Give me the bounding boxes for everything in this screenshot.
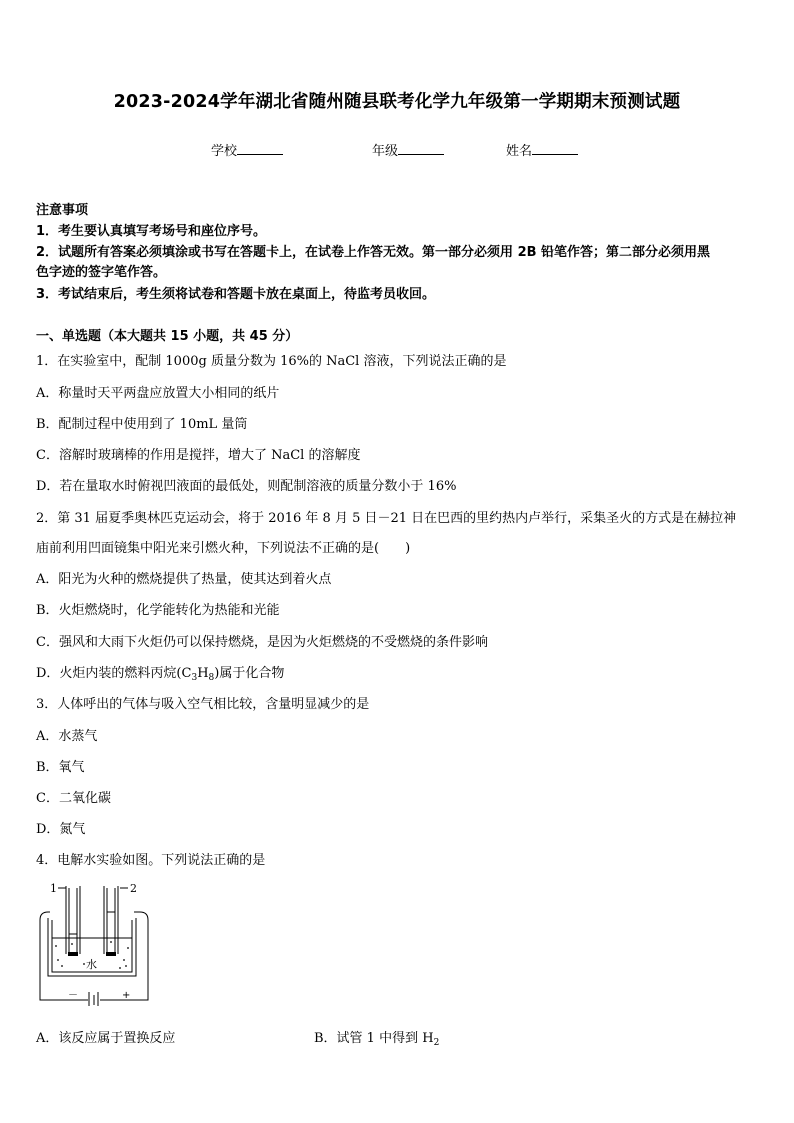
option-text: B．试管 1 中得到 H bbox=[314, 1031, 434, 1046]
tube-label-1: 1 bbox=[50, 882, 57, 895]
wire-left bbox=[40, 920, 88, 1000]
section-heading: 一、单选题（本大题共 15 小题，共 45 分） bbox=[36, 329, 299, 344]
page-title: 2023-2024学年湖北省随州随县联考化学九年级第一学期期末预测试题 bbox=[113, 92, 681, 112]
test-tube-2 bbox=[104, 886, 118, 954]
name-label: 姓名 bbox=[506, 144, 533, 159]
subscript: 8 bbox=[208, 673, 215, 683]
electrode-1 bbox=[68, 952, 78, 956]
answer-option[interactable]: A．该反应属于置换反应 bbox=[36, 1031, 176, 1046]
answer-option[interactable]: D．若在量取水时俯视凹液面的最低处，则配制溶液的质量分数小于 16% bbox=[36, 479, 457, 494]
note-item: 3．考试结束后，考生须将试卷和答题卡放在桌面上，待监考员收回。 bbox=[36, 287, 436, 302]
school-field[interactable] bbox=[211, 140, 283, 159]
test-tube-1-inner bbox=[69, 888, 77, 952]
negative-terminal: － bbox=[68, 990, 78, 1001]
note-item: 2．试题所有答案必须填涂或书写在答题卡上，在试卷上作答无效。第一部分必须用 2B 铅笔作答；第二部分必须用黑 bbox=[36, 245, 711, 260]
name-field[interactable] bbox=[506, 140, 578, 159]
question-stem: 4．电解水实验如图。下列说法正确的是 bbox=[36, 853, 266, 868]
option-text: D．火炬内装的燃料丙烷(C bbox=[36, 666, 192, 681]
answer-option[interactable]: B．火炬燃烧时，化学能转化为热能和光能 bbox=[36, 603, 280, 618]
positive-terminal: + bbox=[122, 990, 131, 1001]
school-label: 学校 bbox=[211, 144, 238, 159]
option-text: )属于化合物 bbox=[214, 666, 285, 681]
question-stem: 1．在实验室中，配制 1000g 质量分数为 16%的 NaCl 溶液，下列说法正确的是 bbox=[36, 354, 507, 369]
name-blank[interactable] bbox=[532, 142, 578, 155]
electrolysis-figure bbox=[36, 876, 156, 1006]
answer-option[interactable]: A．称量时天平两盘应放置大小相同的纸片 bbox=[36, 386, 280, 401]
note-item: 色字迹的签字笔作答。 bbox=[36, 265, 167, 280]
water-label: 水 bbox=[86, 958, 97, 971]
grade-label: 年级 bbox=[372, 144, 399, 159]
grade-blank[interactable] bbox=[398, 142, 444, 155]
answer-option[interactable]: D．氮气 bbox=[36, 822, 86, 837]
answer-option[interactable]: B．氧气 bbox=[36, 760, 85, 775]
subscript: 3 bbox=[191, 673, 198, 683]
answer-option[interactable]: C．溶解时玻璃棒的作用是搅拌，增大了 NaCl 的溶解度 bbox=[36, 448, 361, 463]
question-stem: 2．第 31 届夏季奥林匹克运动会，将于 2016 年 8 月 5 日－21 日在巴西的里约热内卢举行，采集圣火的方式是在赫拉神 bbox=[36, 511, 737, 526]
test-tube-1 bbox=[66, 886, 80, 954]
option-text: H bbox=[197, 666, 209, 681]
electrode-2 bbox=[106, 952, 116, 956]
question-stem: 3．人体呼出的气体与吸入空气相比较，含量明显减少的是 bbox=[36, 697, 370, 712]
note-item: 1．考生要认真填写考场号和座位序号。 bbox=[36, 224, 267, 239]
answer-option[interactable] bbox=[314, 1031, 439, 1051]
answer-option[interactable] bbox=[36, 666, 284, 686]
answer-option[interactable]: C．二氧化碳 bbox=[36, 791, 111, 806]
school-blank[interactable] bbox=[237, 142, 283, 155]
subscript: 2 bbox=[433, 1038, 440, 1048]
answer-option[interactable]: A．水蒸气 bbox=[36, 729, 98, 744]
answer-option[interactable]: C．强风和大雨下火炬仍可以保持燃烧，是因为火炬燃烧的不受燃烧的条件影响 bbox=[36, 635, 488, 650]
answer-option[interactable]: A．阳光为火种的燃烧提供了热量，使其达到着火点 bbox=[36, 572, 332, 587]
tube-label-2: 2 bbox=[130, 882, 137, 895]
answer-option[interactable]: B．配制过程中使用到了 10mL 量筒 bbox=[36, 417, 248, 432]
question-stem: 庙前利用凹面镜集中阳光来引燃火种，下列说法不正确的是( ) bbox=[36, 541, 411, 556]
grade-field[interactable] bbox=[372, 140, 444, 159]
notes-heading: 注意事项 bbox=[36, 203, 89, 218]
